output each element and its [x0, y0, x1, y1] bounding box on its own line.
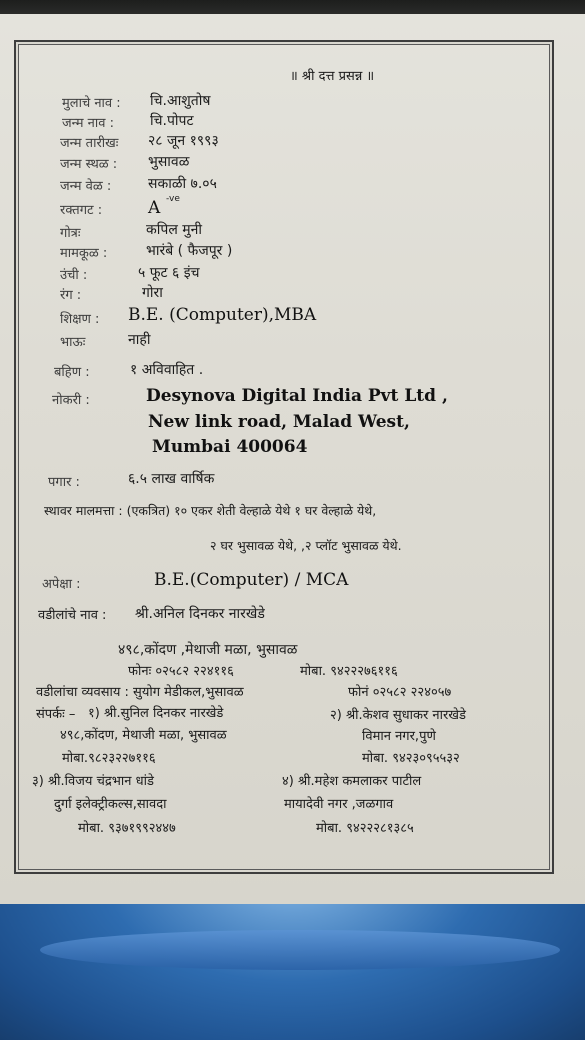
gotra-label: गोत्रः [60, 226, 81, 241]
color-value: गोरा [142, 285, 163, 301]
contacts-label: संपर्कः – [36, 707, 76, 722]
contact4-address: मायादेवी नगर ,जळगाव [284, 797, 394, 812]
blood-label: रक्तगट : [60, 203, 103, 218]
contact2-address: विमान नगर,पुणे [362, 729, 436, 744]
page-header: ॥ श्री दत्त प्रसन्न ॥ [290, 69, 375, 84]
pob-label: जन्म स्थळ : [60, 157, 118, 172]
job-city: Mumbai 400064 [152, 437, 308, 457]
job-company: Desynova Digital India Pvt Ltd , [146, 386, 448, 406]
property-line2: २ घर भुसावळ येथे, ,२ प्लॉट भुसावळ येथे. [210, 538, 402, 553]
job-address: New link road, Malad West, [148, 412, 410, 432]
name-value: चि.आशुतोष [150, 93, 211, 109]
height-label: उंची : [60, 268, 88, 283]
business-phone: फोनं ०२५८२ २२४०५७ [348, 685, 452, 700]
contact4-mobile: मोबा. ९४२२२८१३८५ [316, 821, 414, 836]
contact1-name: १) श्री.सुनिल दिनकर नारखेडे [88, 706, 224, 721]
father-value: श्री.अनिल दिनकर नारखेडे [135, 606, 265, 622]
contact2-name: २) श्री.केशव सुधाकर नारखेडे [330, 708, 466, 723]
salary-value: ६.५ लाख वार्षिक [128, 471, 215, 487]
birth-name-label: जन्म नाव : [62, 116, 115, 131]
blood-rh: -ve [166, 194, 180, 204]
salary-label: पगार : [48, 475, 80, 490]
contact2-mobile: मोबा. ९४२३०९५५३२ [362, 751, 460, 766]
contact3-address: दुर्गा इलेक्ट्रीकल्स,सावदा [54, 797, 167, 812]
bucket-rim [40, 930, 560, 970]
birth-name-value: चि.पोपट [150, 113, 194, 129]
expectation-label: अपेक्षा : [42, 577, 81, 592]
address-phone: फोनः ०२५८२ २२४११६ [128, 664, 234, 679]
expectation-value: B.E.(Computer) / MCA [154, 570, 349, 590]
sister-label: बहिण : [54, 365, 90, 380]
blood-value: A [148, 198, 161, 218]
property-line1: स्थावर मालमत्ता : (एकत्रित) १० एकर शेती वेल्हाळे येथे १ घर वेल्हाळे येथे, [44, 503, 377, 518]
tob-value: सकाळी ७.०५ [148, 176, 217, 192]
color-label: रंग : [60, 288, 82, 303]
tob-label: जन्म वेळ : [60, 179, 112, 194]
contact3-mobile: मोबा. ९३७१९९२४४७ [78, 821, 176, 836]
address-mobile: मोबा. ९४२२२७६११६ [300, 664, 398, 679]
name-label: मुलाचे नाव : [62, 96, 121, 111]
contact3-name: ३) श्री.विजय चंद्रभान धांडे [32, 774, 154, 789]
contact1-mobile: मोबा.९८२३२२७११६ [62, 751, 156, 766]
mamkul-value: भारंबे ( फैजपूर ) [146, 243, 233, 259]
sister-value: १ अविवाहित . [130, 362, 204, 378]
address-line: ४९८,कोंदण ,मेथाजी मळा, भुसावळ [118, 642, 298, 658]
dob-value: २८ जून १९९३ [148, 133, 219, 149]
father-label: वडीलांचे नाव : [38, 608, 107, 623]
education-label: शिक्षण : [60, 312, 100, 327]
education-value: B.E. (Computer),MBA [128, 305, 317, 325]
brother-value: नाही [128, 332, 151, 348]
gotra-value: कपिल मुनी [146, 222, 203, 238]
brother-label: भाऊः [60, 335, 86, 350]
dob-label: जन्म तारीखः [60, 136, 119, 151]
contact1-address: ४९८,कोंदण, मेथाजी मळा, भुसावळ [60, 728, 227, 743]
mamkul-label: मामकूळ : [60, 246, 108, 261]
contact4-name: ४) श्री.महेश कमलाकर पाटील [282, 774, 422, 789]
job-label: नोकरी : [52, 393, 90, 408]
business-text: वडीलांचा व्यवसाय : सुयोग मेडीकल,भुसावळ [36, 685, 244, 700]
pob-value: भुसावळ [148, 154, 190, 170]
height-value: ५ फूट ६ इंच [138, 265, 200, 281]
